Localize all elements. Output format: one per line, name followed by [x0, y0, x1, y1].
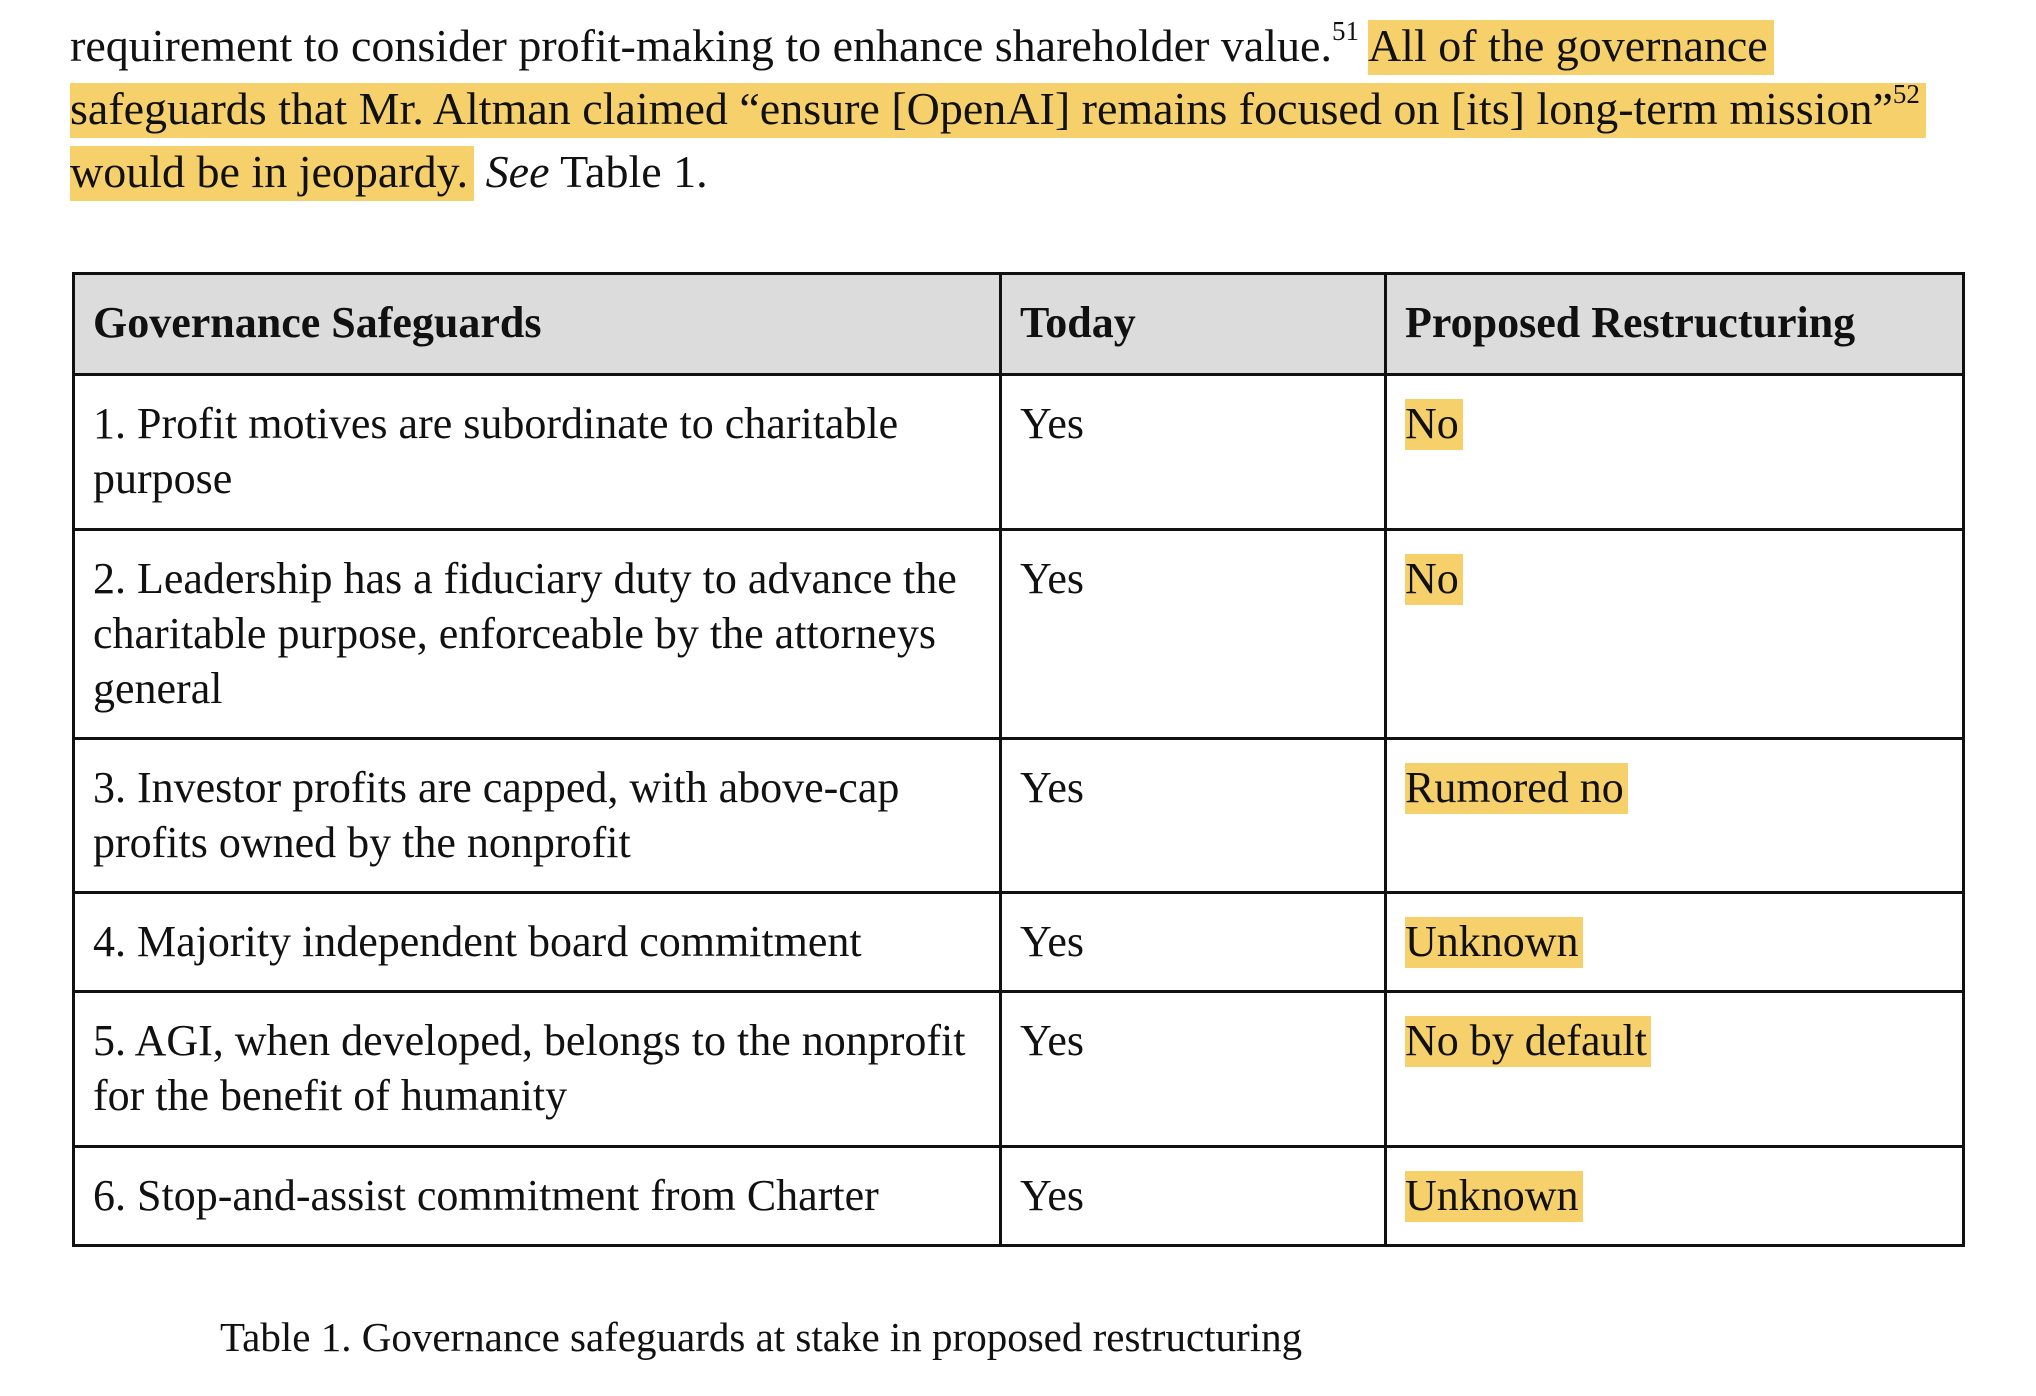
- today-cell: Yes: [1001, 1147, 1386, 1246]
- safeguard-cell: 1. Profit motives are subordinate to charitable purpose: [74, 375, 1001, 530]
- footnote-52[interactable]: 52: [1892, 79, 1920, 109]
- header-proposed-restructuring: Proposed Restructuring: [1386, 274, 1964, 375]
- body-paragraph: [70, 14, 1970, 203]
- proposed-value-highlight: Unknown: [1405, 917, 1583, 968]
- safeguard-cell: 4. Majority independent board commitment: [74, 893, 1001, 992]
- table-row: [74, 375, 1964, 530]
- safeguard-cell: 3. Investor profits are capped, with above-cap profits owned by the nonprofit: [74, 739, 1001, 893]
- proposed-cell: [1386, 1147, 1964, 1246]
- today-cell: Yes: [1001, 893, 1386, 992]
- table-header-row: [74, 274, 1964, 375]
- table-row: [74, 739, 1964, 893]
- proposed-cell: [1386, 375, 1964, 530]
- header-today: Today: [1001, 274, 1386, 375]
- today-cell: Yes: [1001, 375, 1386, 530]
- header-governance-safeguards: Governance Safeguards: [74, 274, 1001, 375]
- proposed-value-highlight: Unknown: [1405, 1171, 1583, 1222]
- paragraph-text-before: requirement to consider profit-making to enhance shareholder value.: [70, 20, 1332, 71]
- paragraph-text-after: Table 1.: [549, 146, 708, 197]
- highlight-jeopardy: would be in jeopardy.: [70, 146, 469, 197]
- table-row: [74, 992, 1964, 1147]
- proposed-cell: [1386, 893, 1964, 992]
- proposed-value-highlight: No: [1405, 554, 1463, 605]
- proposed-value-highlight: No by default: [1405, 1016, 1651, 1067]
- footnote-51[interactable]: 51: [1331, 16, 1359, 46]
- proposed-cell: [1386, 992, 1964, 1147]
- today-cell: Yes: [1001, 530, 1386, 739]
- highlight-quote: All of the governance safeguards that Mr. Altman claimed “ensure [OpenAI] remains focused on [its] long-term mission”: [70, 20, 1893, 134]
- proposed-value-highlight: No: [1405, 399, 1463, 450]
- table-row: [74, 1147, 1964, 1246]
- today-cell: Yes: [1001, 992, 1386, 1147]
- proposed-value-highlight: Rumored no: [1405, 763, 1628, 814]
- safeguard-cell: 2. Leadership has a fiduciary duty to advance the charitable purpose, enforceable by the attorneys general: [74, 530, 1001, 739]
- today-cell: Yes: [1001, 739, 1386, 893]
- proposed-cell: [1386, 739, 1964, 893]
- proposed-cell: [1386, 530, 1964, 739]
- table-row: [74, 893, 1964, 992]
- safeguard-cell: 6. Stop-and-assist commitment from Charter: [74, 1147, 1001, 1246]
- table-caption: Table 1. Governance safeguards at stake in proposed restructuring: [220, 1314, 1303, 1360]
- safeguard-cell: 5. AGI, when developed, belongs to the nonprofit for the benefit of humanity: [74, 992, 1001, 1147]
- see-italic: See: [485, 146, 550, 197]
- table-row: [74, 530, 1964, 739]
- governance-safeguards-table: [72, 272, 1965, 1247]
